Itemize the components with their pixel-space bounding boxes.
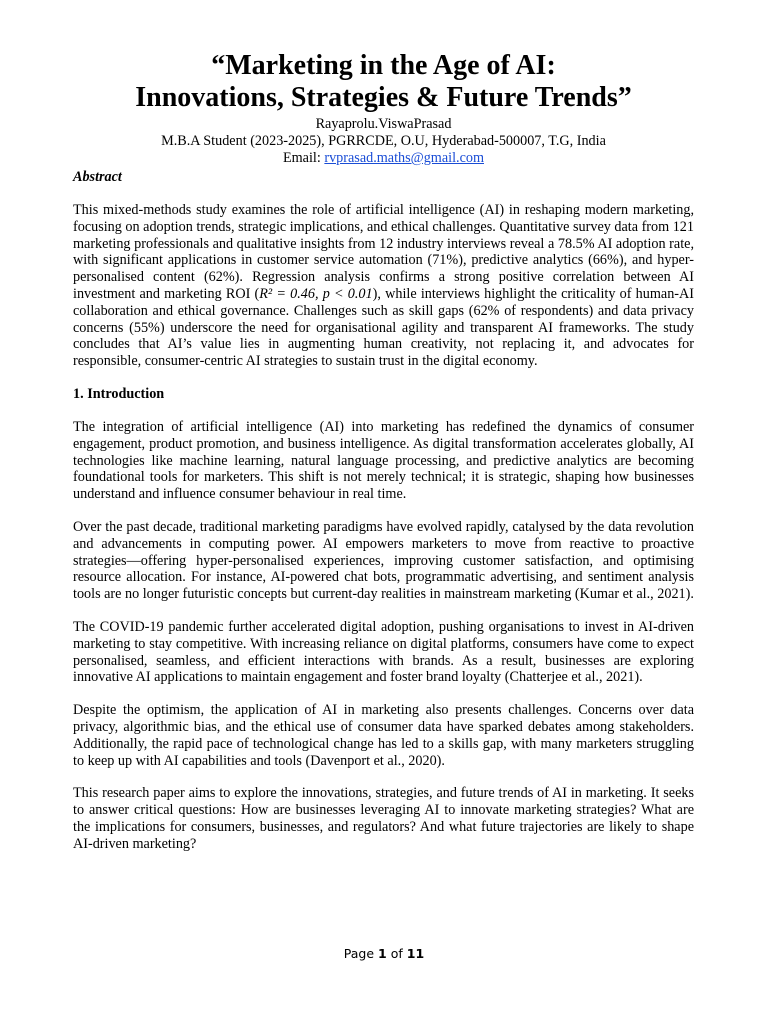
footer-page-number: 1 (378, 946, 387, 961)
intro-paragraph-1: The integration of artificial intelligence (AI) into marketing has redefined the dynamics of consumer engagement, product promotion, and business intelligence. As digital transformation accelerates globally, AI technologies like machine learning, natural language processing, and predictive analytics are becoming foundational tools for marketers. This shift is not merely technical; it is strategic, shaping how businesses understand and influence consumer behaviour in real time. (73, 418, 694, 503)
author-email-line (73, 150, 694, 167)
spacer (73, 403, 694, 419)
footer-of-word: of (390, 946, 403, 961)
intro-paragraph-3: The COVID-19 pandemic further accelerated digital adoption, pushing organisations to invest in AI-driven marketing to stay competitive. With increasing reliance on digital platforms, consumers have come to expect personalised, seamless, and efficient interactions with brands. As a result, businesses are exploring innovative AI applications to maintain engagement and foster brand loyalty (Chatterjee et al., 2021). (73, 618, 694, 686)
email-link[interactable]: rvprasad.maths@gmail.com (324, 150, 484, 166)
page-footer (0, 946, 768, 961)
intro-paragraph-5: This research paper aims to explore the innovations, strategies, and future trends of AI in marketing. It seeks to answer critical questions: How are businesses leveraging AI to innovate marketing strategies? What are the implications for consumers, businesses, and regulators? And what future trajectories are likely to shape AI-driven marketing? (73, 785, 694, 852)
spacer (73, 370, 694, 386)
spacer (73, 503, 694, 519)
abstract-heading: Abstract (73, 169, 122, 185)
email-label: Email: (282, 150, 325, 166)
title-line-2: Innovations, Strategies & Future Trends” (135, 82, 632, 113)
author-affiliation: M.B.A Student (2023-2025), PGRRCDE, O.U, Hyderabad-500007, T.G, India (161, 133, 606, 149)
author-name: Rayaprolu.ViswaPrasad (315, 116, 452, 132)
spacer (73, 769, 694, 785)
section-heading-introduction: 1. Introduction (73, 385, 165, 402)
spacer (73, 686, 694, 702)
title-line-1: “Marketing in the Age of AI: (211, 50, 556, 81)
intro-paragraph-2: Over the past decade, traditional marketing paradigms have evolved rapidly, catalysed by the data revolution and advancements in computing power. AI empowers marketers to move from reactive to proactive strategies—offering hyper-personalised experiences, improving customer satisfaction, and optimising resource allocation. For instance, AI-powered chat bots, programmatic advertising, and sentiment analysis tools are no longer futuristic concepts but current-day realities in mainstream marketing (Kumar et al., 2021). (73, 518, 694, 603)
spacer (73, 186, 694, 202)
author-block (73, 116, 694, 167)
paper-title (73, 50, 694, 114)
intro-paragraph-4: Despite the optimism, the application of AI in marketing also presents challenges. Concerns over data privacy, algorithmic bias, and the ethical use of consumer data have sparked debates among stakeholders. Additionally, the rapid pace of technological change has led to a skills gap, with many marketers struggling to keep up with AI capabilities and tools (Davenport et al., 2020). (73, 702, 694, 769)
abstract-text-part2: ), while interviews highlight the criticality of human-AI collaboration and ethical governance. Challenges such as skill gaps (62% of respondents) and data privacy concerns (55%) underscore the need for organisational agility and transparent AI frameworks. The study concludes that AI’s value lies in augmenting human creativity, not replacing it, and advocates for responsible, consumer-centric AI strategies to sustain trust in the digital economy. (73, 285, 694, 370)
abstract-stats: R² = 0.46, p < 0.01 (259, 285, 373, 302)
abstract-paragraph (73, 202, 694, 370)
footer-total-pages: 11 (406, 946, 425, 961)
abstract-text-part1: This mixed-methods study examines the role of artificial intelligence (AI) in reshaping modern marketing, focusing on adoption trends, strategic implications, and ethical challenges. Quantitative survey data from 121 marketing professionals and qualitative insights from 12 industry interviews reveal a 78.5% AI adoption rate, with significant applications in customer service automation (71%), predictive analytics (66%), and hyper-personalised content (62%). Regression analysis confirms a strong positive correlation between AI investment and marketing ROI ( (73, 202, 694, 302)
paper-page (73, 50, 694, 853)
spacer (73, 603, 694, 619)
footer-page-word: Page (343, 946, 375, 961)
